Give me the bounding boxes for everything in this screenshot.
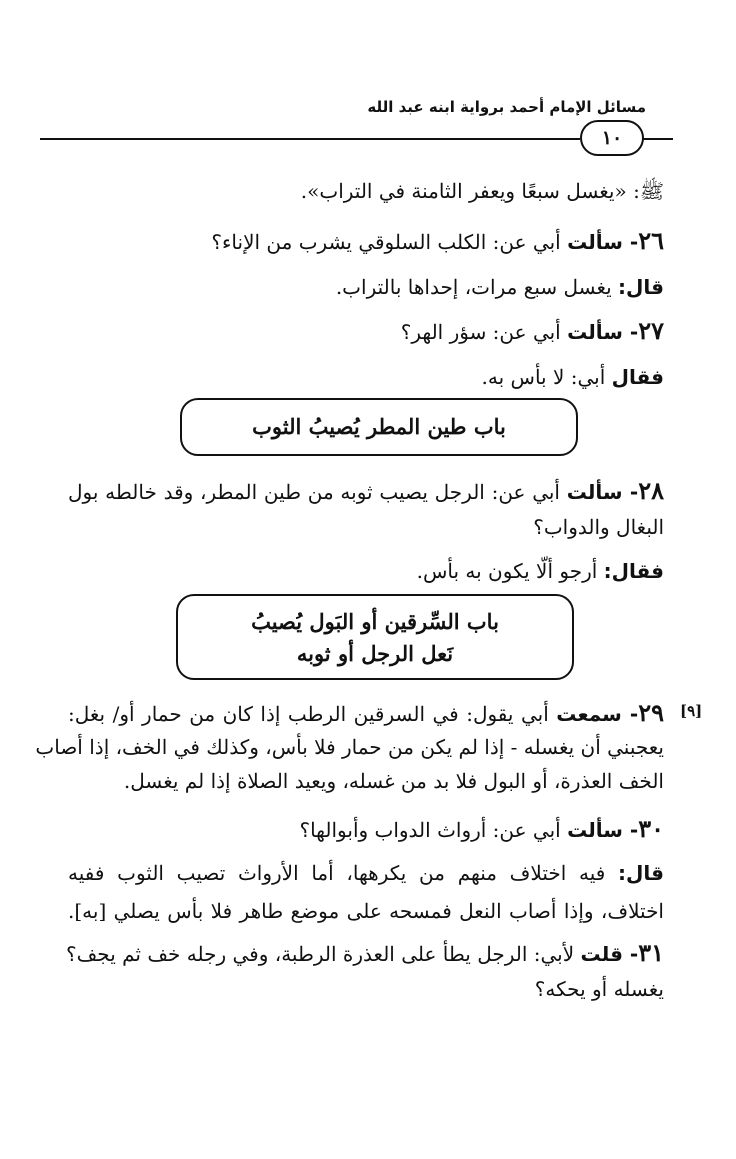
- question-28: [68, 476, 664, 507]
- text-line: [301, 176, 664, 206]
- question-26: [211, 226, 664, 257]
- answer-30: [68, 858, 664, 888]
- question-27: [401, 316, 664, 347]
- line-text: الخف العذرة، أو البول فلا بد من غسله، ويعيد الصلاة إذا لم يغسل.: [123, 769, 664, 793]
- line-text: فيه اختلاف منهم من يكرهها، أما الأرواث تصيب الثوب ففيه: [68, 861, 619, 885]
- question-number: ٢٨: [638, 476, 665, 505]
- margin-reference: [٩]: [680, 702, 703, 720]
- running-title: مسائل الإمام أحمد برواية ابنه عبد الله: [367, 98, 646, 116]
- chapter-heading-line: باب السِّرقين أو البَول يُصيبُ: [251, 609, 499, 634]
- answer-27: [482, 362, 664, 392]
- page-number: ١٠: [580, 120, 644, 156]
- chapter-heading-box: [176, 594, 574, 680]
- chapter-heading-box: [180, 398, 578, 456]
- line-text: أرجو ألّا يكون به بأس.: [416, 559, 604, 583]
- text-line: [68, 896, 664, 926]
- question-number: ٢٧: [638, 316, 664, 345]
- line-text: ﷺ: «يغسل سبعًا ويعفر الثامنة في التراب».: [300, 179, 664, 203]
- question-number: ٣١: [638, 938, 664, 967]
- chapter-heading-line: نَعل الرجل أو ثوبه: [296, 641, 454, 666]
- line-text: يغسل سبع مرات، إحداها بالتراب.: [335, 275, 619, 299]
- answer-label: فقال: [611, 365, 664, 389]
- line-text: أبي: لا بأس به.: [481, 365, 612, 389]
- header-rule-right: [643, 138, 673, 140]
- chapter-heading: باب طين المطر يُصيبُ الثوب: [252, 414, 506, 439]
- line-text: أبي يقول: في السرقين الرطب إذا كان من حمار أو/ بغل:: [68, 702, 557, 726]
- line-text: يغسله أو يحكه؟: [534, 977, 664, 1001]
- line-text: يعجبني أن يغسله - إذا لم يكن من حمار فلا بأس، وكذلك في الخف، إذا أصاب: [35, 735, 664, 759]
- text-line: [535, 974, 664, 1004]
- question-number: ٢٦: [638, 226, 664, 255]
- text-line: [533, 512, 664, 542]
- text-line: [124, 766, 664, 796]
- line-text: لأبي: الرجل يطأ على العذرة الرطبة، وفي رجله خف ثم يجف؟: [65, 942, 581, 966]
- answer-28: [417, 556, 664, 586]
- question-number: ٣٠: [638, 814, 664, 843]
- answer-label: قال:: [618, 275, 664, 299]
- line-text: أبي عن: الكلب السلوقي يشرب من الإناء؟: [211, 230, 568, 254]
- question-label: - سألت: [567, 230, 639, 254]
- question-label: - سألت: [567, 320, 639, 344]
- answer-label: قال:: [618, 861, 664, 885]
- question-29: [68, 698, 664, 729]
- text-line: [35, 732, 664, 762]
- question-label: - سمعت: [556, 702, 639, 726]
- question-31: [65, 938, 664, 969]
- question-label: - سألت: [567, 818, 639, 842]
- line-text: اختلاف، وإذا أصاب النعل فمسحه على موضع طاهر فلا بأس يصلي [به].: [68, 899, 664, 923]
- question-label: - قلت: [580, 942, 639, 966]
- answer-label: فقال:: [603, 559, 664, 583]
- line-text: أبي عن: سؤر الهر؟: [400, 320, 568, 344]
- line-text: أبي عن: أرواث الدواب وأبوالها؟: [299, 818, 568, 842]
- line-text: البغال والدواب؟: [533, 515, 664, 539]
- question-label: - سألت: [566, 480, 639, 504]
- answer-26: [336, 272, 664, 302]
- question-number: ٢٩: [638, 698, 664, 727]
- line-text: أبي عن: الرجل يصيب ثوبه من طين المطر، وقد خالطه بول: [68, 480, 567, 504]
- header-rule-left: [40, 138, 580, 140]
- question-30: [299, 814, 664, 845]
